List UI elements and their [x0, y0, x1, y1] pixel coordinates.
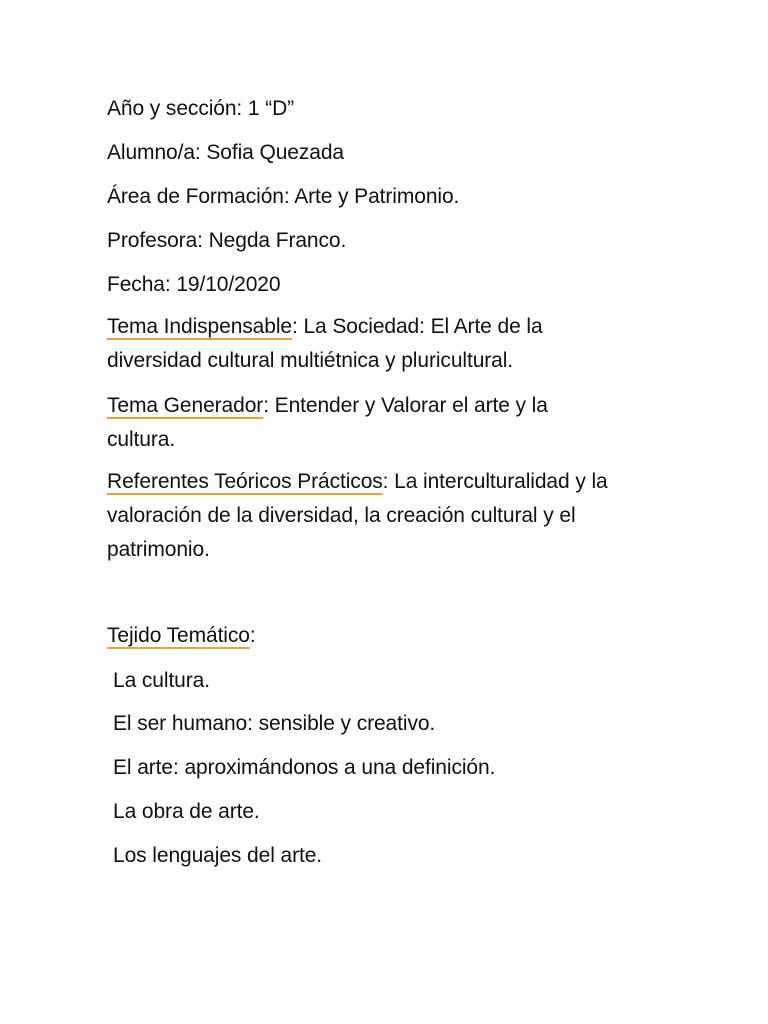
- tejido-tematico-label: Tejido Temático: [107, 624, 250, 647]
- referentes-text-2: valoración de la diversidad, la creación cultural y el: [107, 504, 576, 527]
- referentes-text: : La interculturalidad y la: [382, 470, 608, 493]
- tema-indispensable: [107, 310, 707, 378]
- tema-indispensable-label: Tema Indispensable: [107, 315, 292, 338]
- tejido-tematico-heading: [107, 619, 256, 653]
- list-item: La obra de arte.: [113, 800, 260, 823]
- tema-generador-text: : Entender y Valorar el arte y la: [263, 394, 548, 417]
- referentes-label: Referentes Teóricos Prácticos: [107, 470, 383, 493]
- tejido-tematico-suffix: :: [249, 624, 256, 647]
- area-formacion: Área de Formación: Arte y Patrimonio.: [107, 185, 460, 208]
- tema-generador: [107, 389, 707, 457]
- profesora: Profesora: Negda Franco.: [107, 229, 347, 252]
- tema-generador-label: Tema Generador: [107, 394, 264, 417]
- list-item: Los lenguajes del arte.: [113, 844, 323, 867]
- referentes: [107, 465, 707, 567]
- list-item: El ser humano: sensible y creativo.: [113, 712, 436, 735]
- tema-indispensable-text-2: diversidad cultural multiétnica y pluricultural.: [107, 349, 514, 372]
- alumno: Alumno/a: Sofia Quezada: [107, 141, 345, 164]
- list-item: El arte: aproximándonos a una definición.: [113, 756, 496, 779]
- list-item: La cultura.: [113, 669, 210, 692]
- anio-seccion: Año y sección: 1 “D”: [107, 97, 295, 120]
- fecha: Fecha: 19/10/2020: [107, 273, 281, 296]
- tema-generador-text-2: cultura.: [107, 428, 176, 451]
- referentes-text-3: patrimonio.: [107, 538, 210, 561]
- tema-indispensable-text: : La Sociedad: El Arte de la: [292, 315, 543, 338]
